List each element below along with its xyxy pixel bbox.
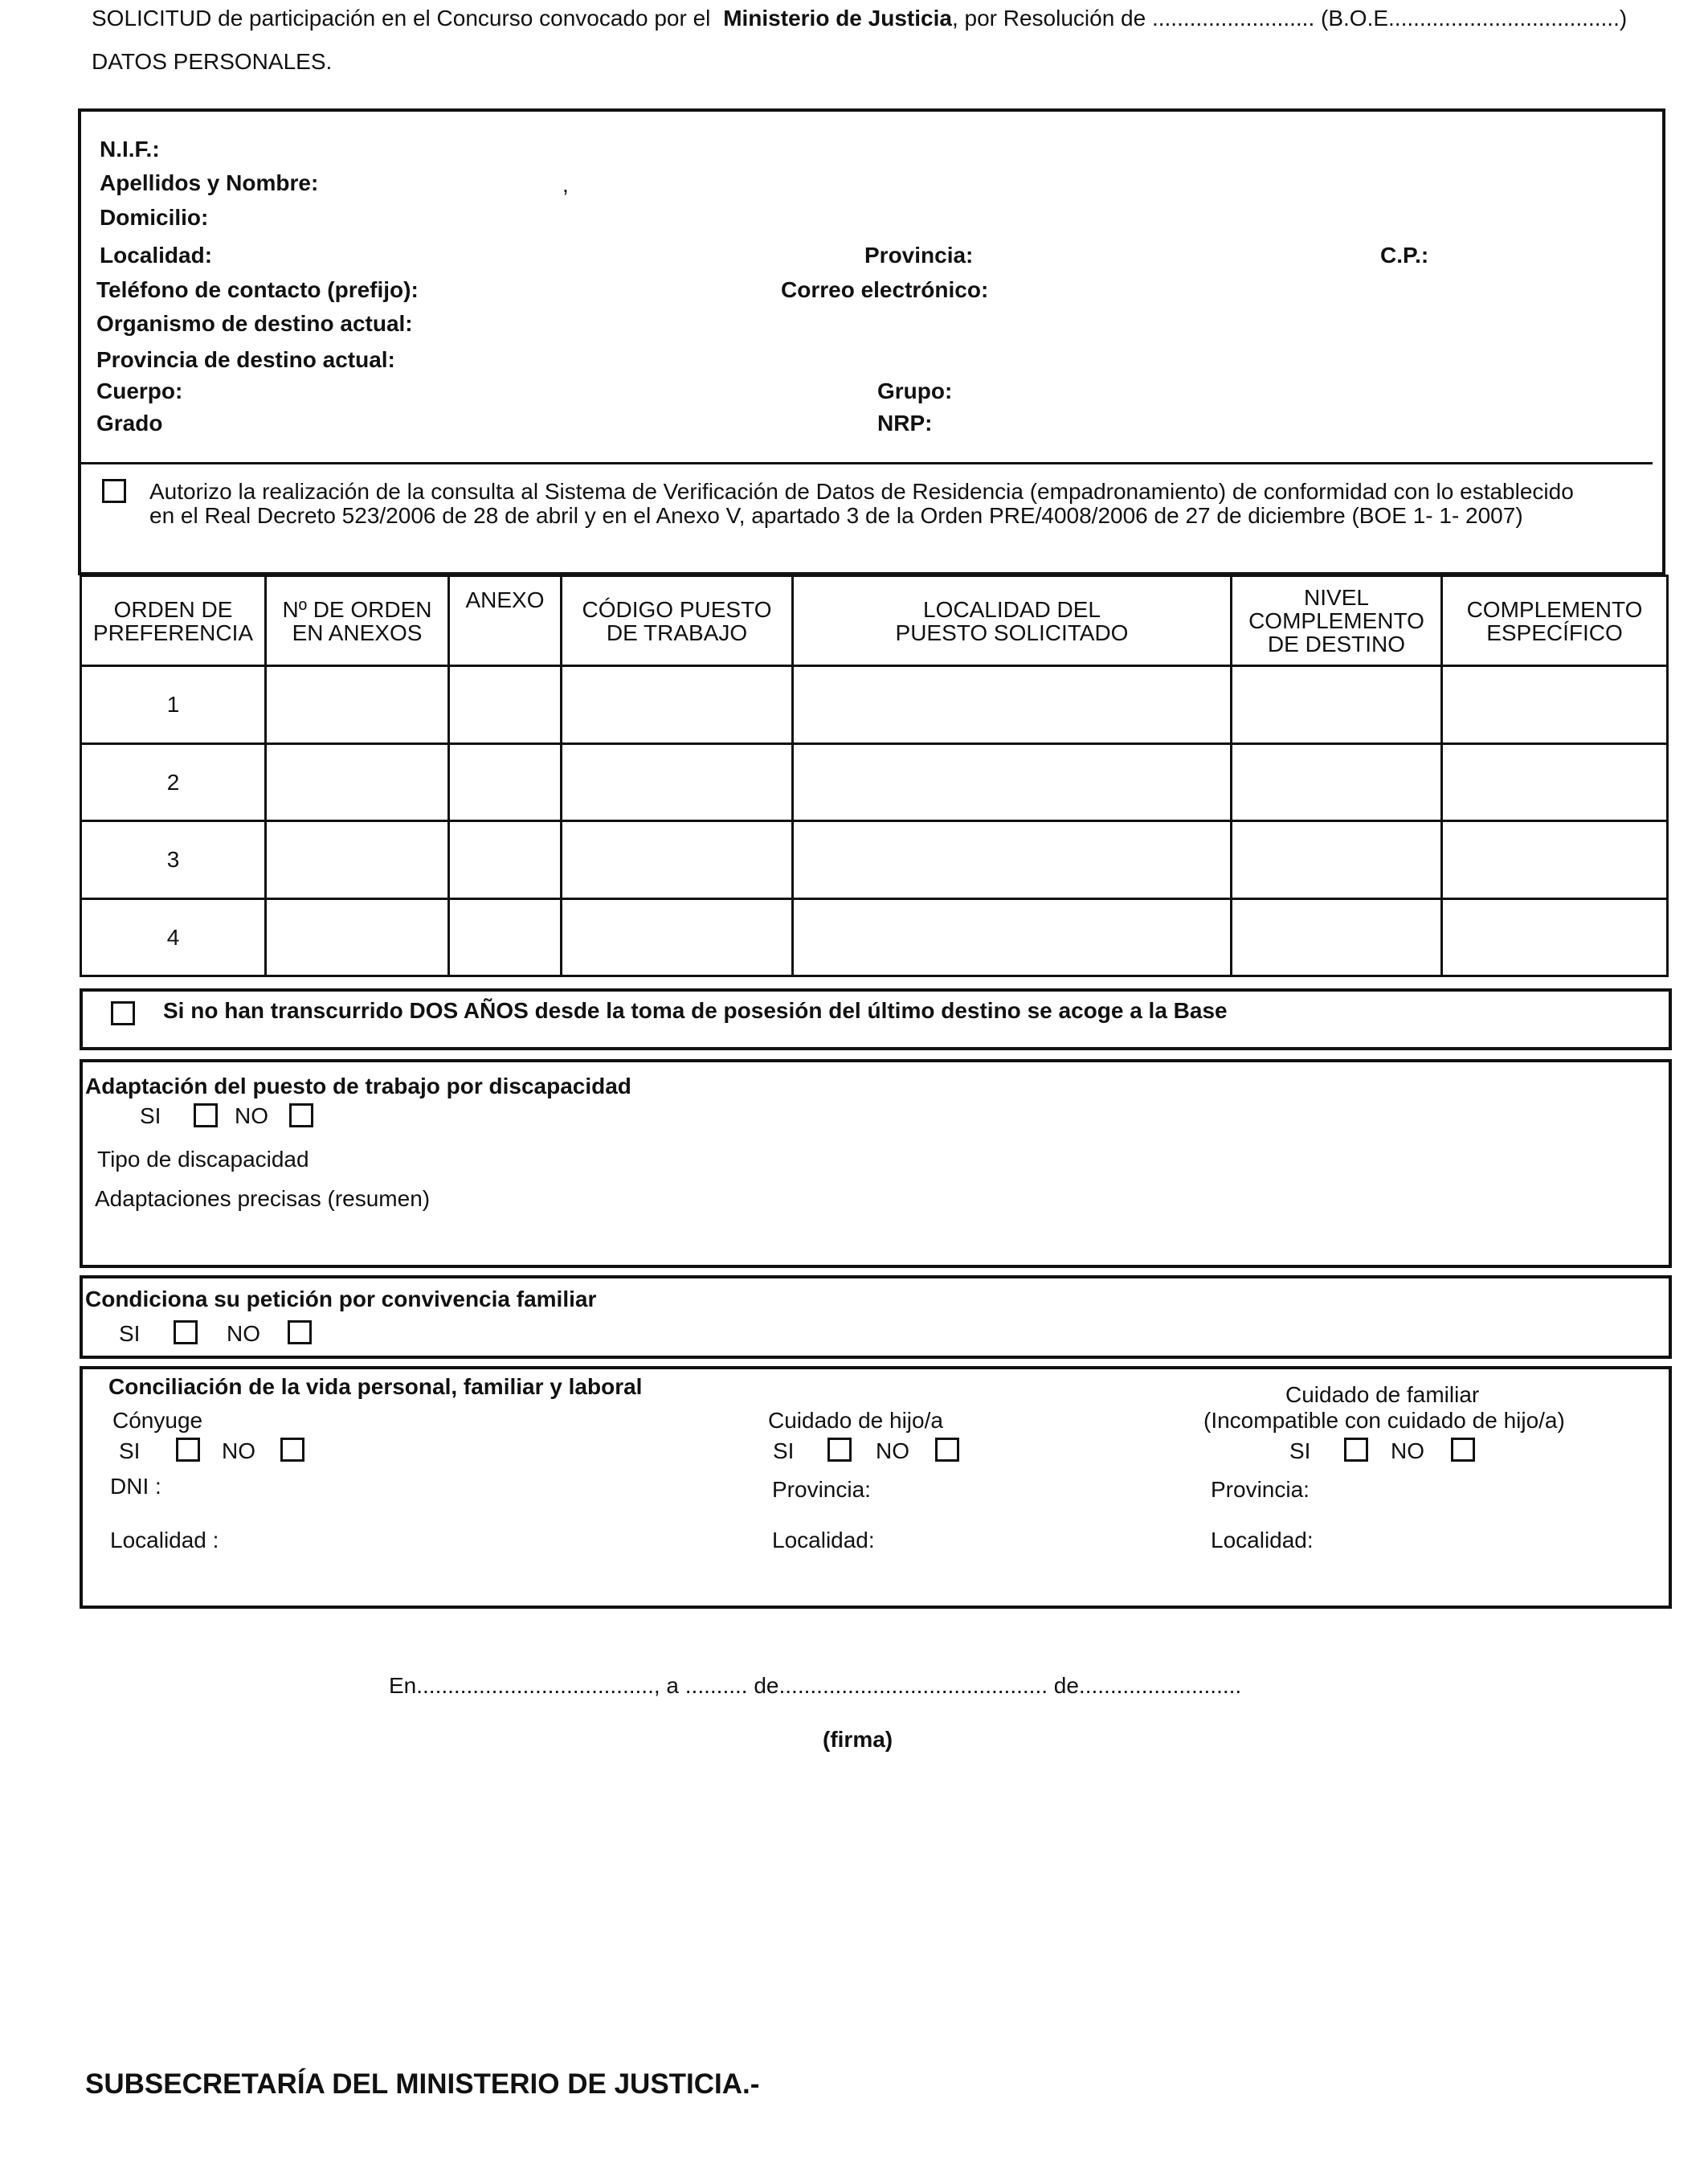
familiar-no-label: NO <box>1391 1438 1424 1463</box>
cell-localidad[interactable] <box>793 666 1232 744</box>
cell-codigo-puesto[interactable] <box>562 666 793 744</box>
cell-anexo[interactable] <box>449 821 562 899</box>
preferences-table <box>80 575 1669 977</box>
firma-label: (firma) <box>823 1727 893 1752</box>
header-complemento-especifico: COMPLEMENTO ESPECÍFICO <box>1442 576 1668 666</box>
convivencia-no-checkbox[interactable] <box>288 1320 312 1344</box>
cell-numero-orden[interactable] <box>266 743 449 821</box>
row-order-number: 2 <box>81 743 266 821</box>
convivencia-no-label: NO <box>227 1321 260 1346</box>
adaptacion-no-checkbox[interactable] <box>289 1103 313 1127</box>
label-localidad-conyuge: Localidad : <box>110 1528 219 1552</box>
cell-numero-orden[interactable] <box>266 666 449 744</box>
label-telefono: Teléfono de contacto (prefijo): <box>96 277 419 302</box>
cell-localidad[interactable] <box>793 898 1232 976</box>
adaptacion-si-checkbox[interactable] <box>194 1103 218 1127</box>
header-orden-preferencia: ORDEN DE PREFERENCIA <box>81 576 266 666</box>
cell-codigo-puesto[interactable] <box>562 821 793 899</box>
cell-codigo-puesto[interactable] <box>562 898 793 976</box>
familiar-si-checkbox[interactable] <box>1344 1438 1368 1462</box>
familiar-no-checkbox[interactable] <box>1451 1438 1475 1462</box>
cell-complemento[interactable] <box>1442 821 1668 899</box>
label-localidad-familiar: Localidad: <box>1211 1528 1314 1552</box>
conyuge-no-checkbox[interactable] <box>280 1438 304 1462</box>
label-grupo: Grupo: <box>877 378 953 403</box>
header-ministry: Ministerio de Justicia <box>723 6 952 31</box>
cell-complemento[interactable] <box>1442 898 1668 976</box>
table-row <box>81 898 1668 976</box>
cell-nivel[interactable] <box>1232 743 1442 821</box>
label-provincia-hijo: Provincia: <box>772 1477 871 1502</box>
convivencia-title: Condiciona su petición por convivencia familiar <box>85 1287 597 1311</box>
header-codigo-puesto: CÓDIGO PUESTO DE TRABAJO <box>562 576 793 666</box>
section-title: DATOS PERSONALES. <box>92 49 333 74</box>
header-numero-orden: Nº DE ORDEN EN ANEXOS <box>266 576 449 666</box>
row-order-number: 1 <box>81 666 266 744</box>
row-order-number: 4 <box>81 898 266 976</box>
table-row <box>81 743 1668 821</box>
label-provincia: Provincia: <box>864 243 974 268</box>
cell-anexo[interactable] <box>449 666 562 744</box>
label-nrp: NRP: <box>877 411 933 436</box>
cell-nivel[interactable] <box>1232 666 1442 744</box>
convivencia-si-checkbox[interactable] <box>174 1320 198 1344</box>
cell-localidad[interactable] <box>793 743 1232 821</box>
label-apellidos: Apellidos y Nombre: <box>100 170 319 195</box>
dos-anos-text: Si no han transcurrido DOS AÑOS desde la toma de posesión del último destino se acoge a la Base <box>163 998 1228 1023</box>
header-anexo: ANEXO <box>449 576 562 666</box>
label-conyuge: Cónyuge <box>112 1408 203 1433</box>
conyuge-si-checkbox[interactable] <box>176 1438 200 1462</box>
dos-anos-checkbox[interactable] <box>111 1001 135 1025</box>
hijo-no-label: NO <box>876 1438 909 1463</box>
adaptacion-si-label: SI <box>140 1103 161 1128</box>
label-grado: Grado <box>96 411 163 436</box>
row-order-number: 3 <box>81 821 266 899</box>
table-row <box>81 821 1668 899</box>
label-cuidado-familiar-note: (Incompatible con cuidado de hijo/a) <box>1203 1408 1565 1433</box>
conciliacion-title: Conciliación de la vida personal, familiar y laboral <box>108 1374 643 1399</box>
cell-nivel[interactable] <box>1232 898 1442 976</box>
label-dni: DNI : <box>110 1474 161 1499</box>
adaptacion-title: Adaptación del puesto de trabajo por discapacidad <box>85 1074 631 1098</box>
header-nivel-complemento: NIVEL COMPLEMENTO DE DESTINO <box>1232 576 1442 666</box>
fecha-line[interactable]: En......................................, a .......... de........................................... de.......................... <box>389 1673 1242 1698</box>
label-domicilio: Domicilio: <box>100 205 209 230</box>
destinatario: SUBSECRETARÍA DEL MINISTERIO DE JUSTICIA.- <box>85 2068 760 2100</box>
conyuge-no-label: NO <box>222 1438 255 1463</box>
convivencia-si-label: SI <box>119 1321 141 1346</box>
autorizo-checkbox[interactable] <box>102 479 126 503</box>
label-correo: Correo electrónico: <box>781 277 989 302</box>
apellidos-separator: , <box>562 172 569 197</box>
cell-complemento[interactable] <box>1442 743 1668 821</box>
hijo-si-label: SI <box>773 1438 795 1463</box>
personal-divider <box>80 462 1653 464</box>
cell-localidad[interactable] <box>793 821 1232 899</box>
hijo-no-checkbox[interactable] <box>935 1438 959 1462</box>
cell-numero-orden[interactable] <box>266 821 449 899</box>
cell-anexo[interactable] <box>449 898 562 976</box>
label-localidad: Localidad: <box>100 243 213 268</box>
header-line <box>92 7 1627 30</box>
adaptacion-no-label: NO <box>235 1103 268 1128</box>
autorizo-text-line2: en el Real Decreto 523/2006 de 28 de abril y en el Anexo V, apartado 3 de la Orden PRE/4008/2006 de 27 de diciembre (BOE 1- 1- 2007) <box>149 503 1523 528</box>
label-cuidado-familiar: Cuidado de familiar <box>1285 1382 1480 1407</box>
header-localidad-puesto: LOCALIDAD DEL PUESTO SOLICITADO <box>793 576 1232 666</box>
table-row <box>81 666 1668 744</box>
label-localidad-hijo: Localidad: <box>772 1528 875 1552</box>
label-provincia-destino: Provincia de destino actual: <box>96 347 395 372</box>
cell-codigo-puesto[interactable] <box>562 743 793 821</box>
header-text-start: SOLICITUD de participación en el Concurso convocado por el <box>92 6 711 31</box>
cell-numero-orden[interactable] <box>266 898 449 976</box>
familiar-si-label: SI <box>1289 1438 1311 1463</box>
label-cp: C.P.: <box>1380 243 1429 268</box>
label-organismo: Organismo de destino actual: <box>96 311 413 336</box>
hijo-si-checkbox[interactable] <box>827 1438 852 1462</box>
label-tipo-discapacidad: Tipo de discapacidad <box>97 1147 309 1172</box>
label-adaptaciones: Adaptaciones precisas (resumen) <box>95 1186 431 1211</box>
label-nif: N.I.F.: <box>100 137 160 162</box>
header-text-end: , por Resolución de .......................... (B.O.E.....................................) <box>951 6 1628 31</box>
table-header-row <box>81 576 1668 666</box>
cell-complemento[interactable] <box>1442 666 1668 744</box>
autorizo-text-line1: Autorizo la realización de la consulta al Sistema de Verificación de Datos de Residencia (empadronamiento) de conformidad con lo establecido <box>149 479 1574 504</box>
label-cuidado-hijo: Cuidado de hijo/a <box>768 1408 943 1433</box>
label-provincia-familiar: Provincia: <box>1211 1477 1310 1502</box>
cell-anexo[interactable] <box>449 743 562 821</box>
cell-nivel[interactable] <box>1232 821 1442 899</box>
conyuge-si-label: SI <box>119 1438 141 1463</box>
label-cuerpo: Cuerpo: <box>96 378 183 403</box>
